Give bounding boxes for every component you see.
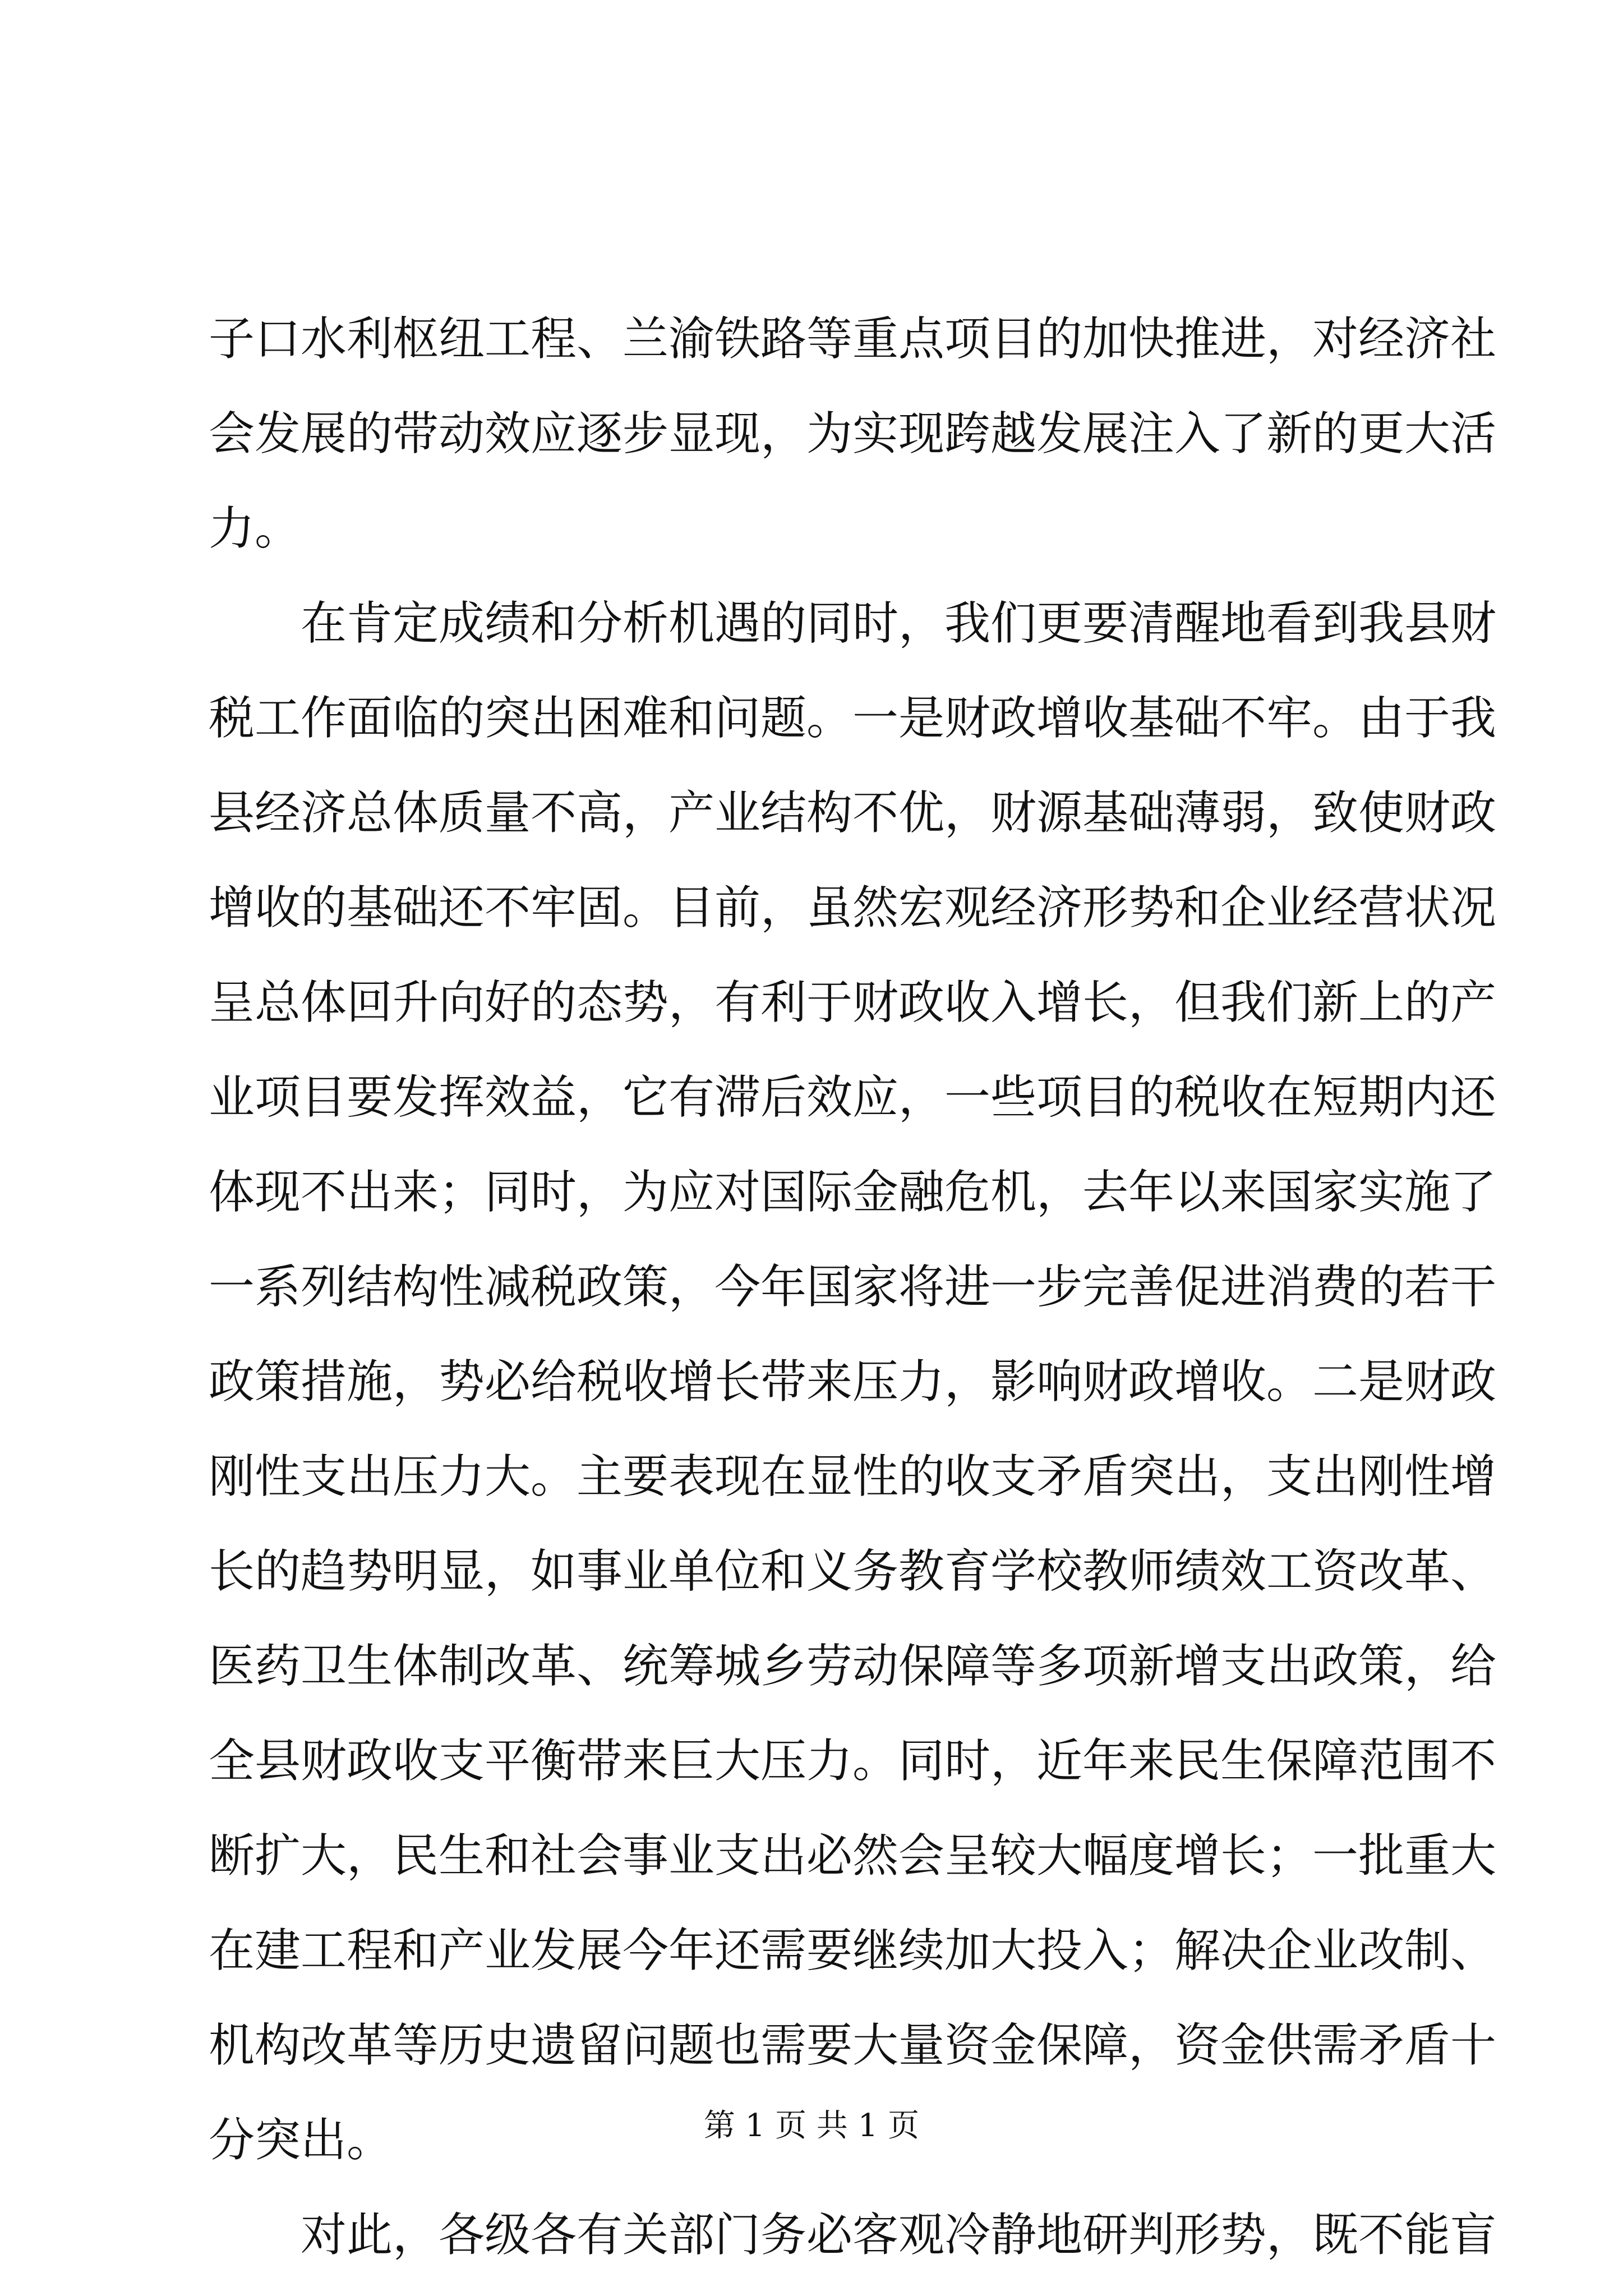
text-line: 医药卫生体制改革、统筹城乡劳动保障等多项新增支出政策，给	[209, 1640, 1497, 1693]
text-line: 政策措施，势必给税收增长带来压力，影响财政增收。二是财政	[209, 1355, 1497, 1409]
text-line: 增收的基础还不牢固。目前，虽然宏观经济形势和企业经营状况	[209, 881, 1497, 935]
text-line: 机构改革等历史遗留问题也需要大量资金保障，资金供需矛盾十	[209, 2019, 1497, 2072]
text-line: 刚性支出压力大。主要表现在显性的收支矛盾突出，支出刚性增	[209, 1450, 1497, 1503]
page-number-footer: 第 1 页 共 1 页	[703, 2108, 920, 2144]
text-line: 体现不出来；同时，为应对国际金融危机，去年以来国家实施了	[209, 1166, 1497, 1219]
text-line: 长的趋势明显，如事业单位和义务教育学校教师绩效工资改革、	[209, 1545, 1497, 1598]
text-line: 力。	[209, 502, 301, 555]
text-line: 业项目要发挥效益，它有滞后效应，一些项目的税收在短期内还	[209, 1071, 1497, 1124]
text-line: 会发展的带动效应逐步显现，为实现跨越发展注入了新的更大活	[209, 407, 1497, 461]
text-line: 在建工程和产业发展今年还需要继续加大投入；解决企业改制、	[209, 1924, 1497, 1977]
text-line: 对此，各级各有关部门务必客观冷静地研判形势，既不能盲	[301, 2208, 1497, 2262]
text-line: 全县财政收支平衡带来巨大压力。同时，近年来民生保障范围不	[209, 1734, 1497, 1788]
text-line: 分突出。	[209, 2114, 393, 2167]
text-line: 在肯定成绩和分析机遇的同时，我们更要清醒地看到我县财	[301, 597, 1497, 650]
text-line: 县经济总体质量不高，产业结构不优，财源基础薄弱，致使财政	[209, 786, 1497, 840]
text-line: 子口水利枢纽工程、兰渝铁路等重点项目的加快推进，对经济社	[209, 312, 1497, 366]
text-line: 税工作面临的突出困难和问题。一是财政增收基础不牢。由于我	[209, 692, 1497, 745]
body-text	[209, 292, 1497, 2283]
text-line: 一系列结构性减税政策，今年国家将进一步完善促进消费的若干	[209, 1260, 1497, 1314]
text-line: 呈总体回升向好的态势，有利于财政收入增长，但我们新上的产	[209, 976, 1497, 1029]
text-line: 断扩大，民生和社会事业支出必然会呈较大幅度增长；一批重大	[209, 1829, 1497, 1883]
